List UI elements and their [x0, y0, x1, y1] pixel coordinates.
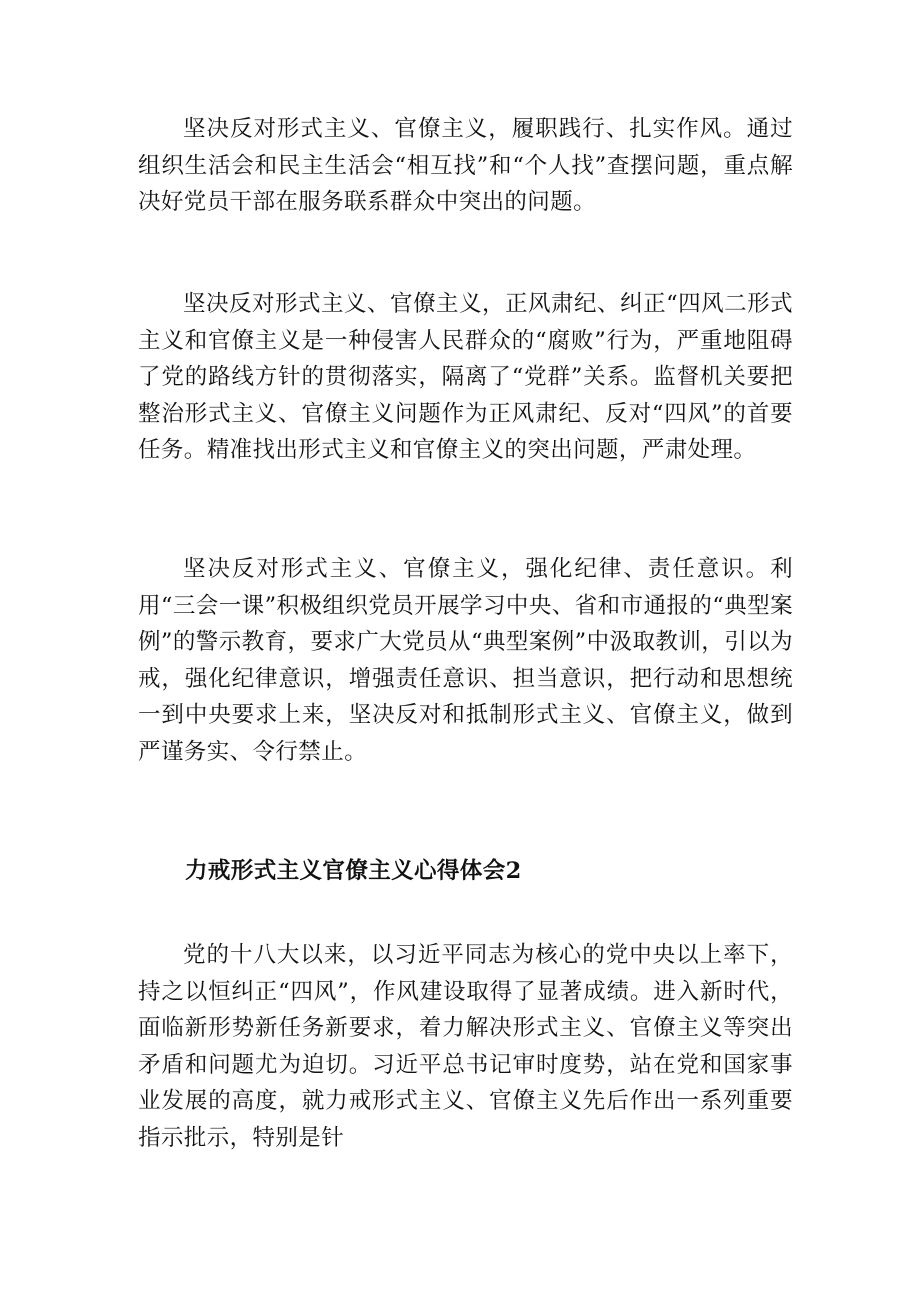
section-heading: 力戒形式主义官僚主义心得体会2: [185, 858, 522, 884]
paragraph-1: 坚决反对形式主义、官僚主义，履职践行、扎实作风。通过组织生活会和民主生活会“相互找”和“个人找”查摆问题，重点解决好党员干部在服务联系群众中突出的问题。: [138, 116, 793, 215]
section-paragraph-1: 党的十八大以来，以习近平同志为核心的党中央以上率下，持之以恒纠正“四风”，作风建设取得了显著成绩。进入新时代，面临新形势新任务新要求，着力解决形式主义、官僚主义等突出矛盾和问题尤为迫切。习近平总书记审时度势，站在党和国家事业发展的高度，就力戒形式主义、官僚主义先后作出一系列重要指示批示，特别是针: [138, 942, 793, 1151]
paragraph-3: 坚决反对形式主义、官僚主义，强化纪律、责任意识。利用“三会一课”积极组织党员开展学习中央、省和市通报的“典型案例”的警示教育，要求广大党员从“典型案例”中汲取教训，引以为戒，强化纪律意识，增强责任意识、担当意识，把行动和思想统一到中央要求上来，坚决反对和抵制形式主义、官僚主义，做到严谨务实、令行禁止。: [138, 556, 793, 765]
paragraph-2: 坚决反对形式主义、官僚主义，正风肃纪、纠正“四风二形式主义和官僚主义是一种侵害人民群众的“腐败”行为，严重地阻碍了党的路线方针的贯彻落实，隔离了“党群”关系。监督机关要把整治形式主义、官僚主义问题作为正风肃纪、反对“四风”的首要任务。精准找出形式主义和官僚主义的突出问题，严肃处理。: [138, 291, 793, 463]
